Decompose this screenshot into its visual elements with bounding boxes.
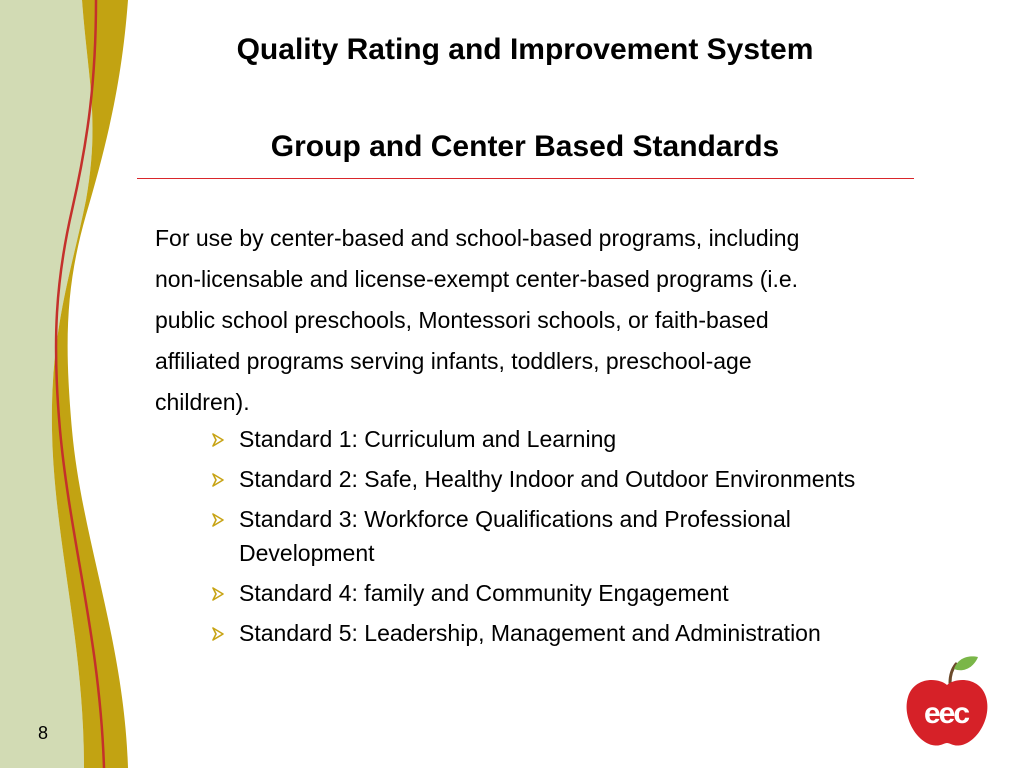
standard-label: Standard 2: Safe, Healthy Indoor and Outdoor Environments [239,466,856,492]
arrow-bullet-icon [211,473,225,487]
decorative-wave-sidebar [0,0,140,768]
title-divider [137,178,914,179]
eec-apple-logo [900,655,995,750]
standard-label: Standard 5: Leadership, Management and Administration [239,620,821,646]
standard-item [211,502,911,570]
arrow-bullet-icon [211,587,225,601]
standard-label: Standard 3: Workforce Qualifications and Professional Development [239,506,791,566]
intro-line: For use by center-based and school-based programs, including [155,225,800,251]
arrow-bullet-icon [211,513,225,527]
intro-line: public school preschools, Montessori schools, or faith-based [155,307,769,333]
svg-text:eec: eec [923,697,969,730]
slide-subtitle: Group and Center Based Standards [270,130,780,163]
intro-line: children). [155,389,250,415]
standard-item [211,422,911,456]
standard-item [211,576,911,610]
standard-item [211,462,911,496]
standard-label: Standard 1: Curriculum and Learning [239,426,617,452]
intro-line: affiliated programs serving infants, toddlers, preschool-age [155,348,752,374]
slide-title: Quality Rating and Improvement System [236,33,814,66]
arrow-bullet-icon [211,627,225,641]
page-number: 8 [38,723,49,743]
intro-line: non-licensable and license-exempt center-based programs (i.e. [155,266,799,292]
standard-item [211,616,911,650]
standards-list [211,422,911,656]
intro-paragraph [155,218,915,423]
standard-label: Standard 4: family and Community Engagement [239,580,729,606]
arrow-bullet-icon [211,433,225,447]
